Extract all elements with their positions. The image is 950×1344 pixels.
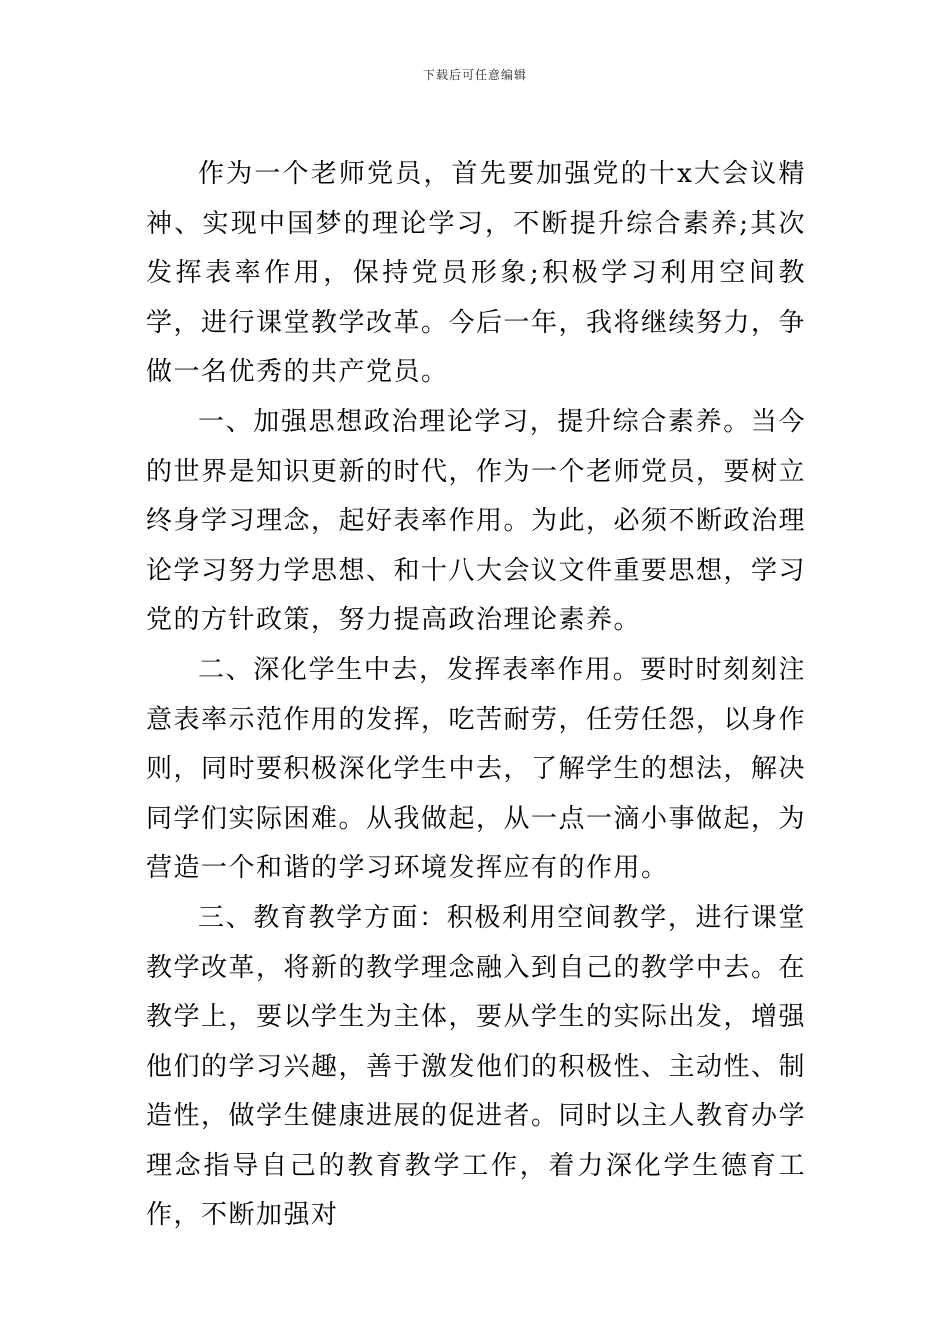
paragraph-intro: 作为一个老师党员，首先要加强党的十x大会议精神、实现中国梦的理论学习，不断提升综合素养;其次发挥表率作用，保持党员形象;积极学习利用空间教学，进行课堂教学改革。今后一年，我将继续努力，争做一名优秀的共产党员。: [146, 159, 807, 388]
header-note: 下载后可任意编辑: [422, 68, 527, 82]
paragraph-section-2: 二、深化学生中去，发挥表率作用。要时时刻刻注意表率示范作用的发挥，吃苦耐劳，任劳任怨，以身作则，同时要积极深化学生中去，了解学生的想法，解决同学们实际困难。从我做起，从一点一滴小事做起，为营造一个和谐的学习环境发挥应有的作用。: [146, 654, 807, 884]
paragraph-section-1: 一、加强思想政治理论学习，提升综合素养。当今的世界是知识更新的时代，作为一个老师党员，要树立终身学习理念，起好表率作用。为此，必须不断政治理论学习努力学思想、和十八大会议文件重要思想，学习党的方针政策，努力提高政治理论素养。: [146, 406, 807, 636]
document-body: [146, 150, 806, 1241]
paragraph-section-3: 三、教育教学方面：积极利用空间教学，进行课堂教学改革，将新的教学理念融入到自己的教学中去。在教学上，要以学生为主体，要从学生的实际出发，增强他们的学习兴趣，善于激发他们的积极性、主动性、制造性，做学生健康进展的促进者。同时以主人教育办学理念指导自己的教育教学工作，着力深化学生德育工作，不断加强对: [146, 902, 807, 1231]
